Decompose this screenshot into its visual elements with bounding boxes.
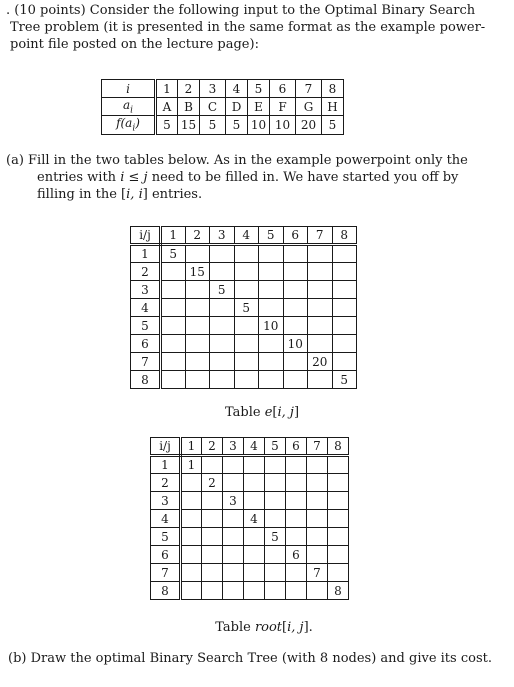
input-cell-i-1: 1 (156, 80, 178, 98)
table_root-row-header: 5 (151, 528, 181, 546)
input-cell-a-8: H (322, 98, 344, 116)
input-cell-a-4: D (226, 98, 248, 116)
table_e-diagonal-cell[interactable]: 20 (308, 353, 333, 371)
table_e-empty-cell[interactable] (259, 353, 284, 371)
table_e-header-row (131, 227, 357, 245)
problem-intro (6, 2, 506, 53)
table_root-empty-cell[interactable] (328, 510, 349, 528)
table_e-empty-cell[interactable] (308, 245, 333, 263)
table_root-empty-cell[interactable] (244, 456, 265, 474)
table_root-empty-cell[interactable] (286, 456, 307, 474)
input-row-a (102, 98, 344, 116)
table_e-empty-cell[interactable] (308, 317, 333, 335)
table_e-empty-cell[interactable] (161, 281, 186, 299)
input-cell-a-7: G (296, 98, 322, 116)
table_e-empty-cell[interactable] (161, 317, 186, 335)
input-cell-i-5: 5 (248, 80, 270, 98)
table_root-empty-cell[interactable] (328, 546, 349, 564)
table_root-diagonal-cell[interactable]: 7 (307, 564, 328, 582)
table_e-row (131, 281, 357, 299)
table_root-diagonal-cell[interactable]: 2 (202, 474, 223, 492)
table_root-row (151, 456, 349, 474)
table-root (150, 437, 349, 600)
table_root-header-row (151, 438, 349, 456)
table_e-col-header: 2 (185, 227, 210, 245)
table_e-empty-cell[interactable] (210, 263, 235, 281)
table_e-row-header: 2 (131, 263, 161, 281)
input-cell-f-6: 10 (270, 116, 296, 134)
input-cell-i-4: 4 (226, 80, 248, 98)
table_root-empty-cell[interactable] (202, 582, 223, 600)
table_e-diagonal-cell[interactable]: 5 (210, 281, 235, 299)
table_e-diagonal-cell[interactable]: 15 (185, 263, 210, 281)
table_root-empty-cell[interactable] (181, 510, 202, 528)
table_root-empty-cell[interactable] (223, 582, 244, 600)
table_e-empty-cell[interactable] (234, 371, 259, 389)
table_e-empty-cell[interactable] (210, 245, 235, 263)
input-cell-i-6: 6 (270, 80, 296, 98)
table_e-row-header: 5 (131, 317, 161, 335)
table_e-empty-cell[interactable] (308, 335, 333, 353)
table_root-empty-cell[interactable] (265, 474, 286, 492)
table_root-diagonal-cell[interactable]: 1 (181, 456, 202, 474)
table_e-empty-cell[interactable] (308, 371, 333, 389)
table_e-empty-cell[interactable] (234, 335, 259, 353)
table_e-col-header: 1 (161, 227, 186, 245)
input-cell-f-8: 5 (322, 116, 344, 134)
part-a-line-1: (a) Fill in the two tables below. As in the example powerpoint only the (6, 153, 468, 168)
table_root-empty-cell[interactable] (307, 492, 328, 510)
table_e-empty-cell[interactable] (332, 281, 357, 299)
table_root-row (151, 546, 349, 564)
table_root-empty-cell[interactable] (265, 456, 286, 474)
table-e (130, 226, 357, 389)
table_root-row-header: 2 (151, 474, 181, 492)
table_root-empty-cell[interactable] (307, 510, 328, 528)
table_e-empty-cell[interactable] (332, 299, 357, 317)
table_root-row (151, 582, 349, 600)
table_e-row-header: 7 (131, 353, 161, 371)
table_root-empty-cell[interactable] (307, 582, 328, 600)
table_e-empty-cell[interactable] (210, 335, 235, 353)
table_e-empty-cell[interactable] (210, 317, 235, 335)
table_e-empty-cell[interactable] (283, 371, 308, 389)
table_e-row-header: 6 (131, 335, 161, 353)
table_root-row-header: 4 (151, 510, 181, 528)
table_e-corner: i/j (131, 227, 161, 245)
table_root-corner: i/j (151, 438, 181, 456)
table_e-empty-cell[interactable] (259, 263, 284, 281)
table_root-col-header: 2 (202, 438, 223, 456)
table_e-diagonal-cell[interactable]: 5 (234, 299, 259, 317)
table_root-empty-cell[interactable] (181, 582, 202, 600)
table_root-empty-cell[interactable] (328, 474, 349, 492)
table_e-row (131, 299, 357, 317)
table_e-row (131, 317, 357, 335)
table_root-empty-cell[interactable] (181, 546, 202, 564)
table_e-empty-cell[interactable] (259, 371, 284, 389)
table_e-empty-cell[interactable] (161, 353, 186, 371)
table_e-diagonal-cell[interactable]: 5 (161, 245, 186, 263)
table_root-row-header: 6 (151, 546, 181, 564)
table_e-empty-cell[interactable] (283, 263, 308, 281)
intro-line-3: point file posted on the lecture page): (10, 37, 259, 52)
table_root-empty-cell[interactable] (265, 510, 286, 528)
table_root-row (151, 564, 349, 582)
table_e-col-header: 7 (308, 227, 333, 245)
table_e-empty-cell[interactable] (234, 281, 259, 299)
table_e-diagonal-cell[interactable]: 10 (259, 317, 284, 335)
table-e-caption: Table e[i, j] (224, 405, 300, 420)
table_root-row-header: 1 (151, 456, 181, 474)
table_root-diagonal-cell[interactable]: 6 (286, 546, 307, 564)
table_e-empty-cell[interactable] (185, 281, 210, 299)
table_e-empty-cell[interactable] (332, 335, 357, 353)
input-cell-i-3: 3 (200, 80, 226, 98)
table_e-empty-cell[interactable] (185, 371, 210, 389)
intro-line-1: . (10 points) Consider the following input to the Optimal Binary Search (6, 3, 476, 18)
table_e-empty-cell[interactable] (283, 299, 308, 317)
table_e-empty-cell[interactable] (332, 317, 357, 335)
table_root-empty-cell[interactable] (307, 474, 328, 492)
table_root-empty-cell[interactable] (202, 456, 223, 474)
table_e-empty-cell[interactable] (185, 353, 210, 371)
table_e-empty-cell[interactable] (234, 317, 259, 335)
input-cell-i-2: 2 (178, 80, 200, 98)
input-cell-f-4: 5 (226, 116, 248, 134)
table_root-row-header: 3 (151, 492, 181, 510)
table_root-empty-cell[interactable] (286, 492, 307, 510)
table_root-diagonal-cell[interactable]: 5 (265, 528, 286, 546)
table_root-diagonal-cell[interactable]: 3 (223, 492, 244, 510)
table_e-empty-cell[interactable] (185, 335, 210, 353)
input-cell-i-8: 8 (322, 80, 344, 98)
table_e-diagonal-cell[interactable]: 5 (332, 371, 357, 389)
table_root-empty-cell[interactable] (181, 564, 202, 582)
table_e-empty-cell[interactable] (308, 299, 333, 317)
table_e-empty-cell[interactable] (161, 335, 186, 353)
table_e-col-header: 4 (234, 227, 259, 245)
table_root-empty-cell[interactable] (223, 510, 244, 528)
table_root-empty-cell[interactable] (223, 546, 244, 564)
table_e-row (131, 335, 357, 353)
table_root-col-header: 7 (307, 438, 328, 456)
table_e-row (131, 245, 357, 263)
table_e-empty-cell[interactable] (332, 245, 357, 263)
input-cell-a-2: B (178, 98, 200, 116)
table_e-row-header: 8 (131, 371, 161, 389)
table_e-empty-cell[interactable] (210, 353, 235, 371)
row-label-f: $f(a_i)$ (102, 116, 156, 134)
table_e-empty-cell[interactable] (185, 245, 210, 263)
table_root-diagonal-cell[interactable]: 4 (244, 510, 265, 528)
table_root-row-header: 8 (151, 582, 181, 600)
table_e-empty-cell[interactable] (234, 263, 259, 281)
table_root-empty-cell[interactable] (181, 474, 202, 492)
table_root-col-header: 8 (328, 438, 349, 456)
input-cell-f-1: 5 (156, 116, 178, 134)
input-row-i (102, 80, 344, 98)
table_root-empty-cell[interactable] (265, 582, 286, 600)
table_root-row (151, 510, 349, 528)
input-cell-a-1: A (156, 98, 178, 116)
table_root-empty-cell[interactable] (223, 456, 244, 474)
table_root-empty-cell[interactable] (244, 564, 265, 582)
table_root-empty-cell[interactable] (223, 474, 244, 492)
table_e-col-header: 6 (283, 227, 308, 245)
table_e-empty-cell[interactable] (259, 299, 284, 317)
table_root-col-header: 5 (265, 438, 286, 456)
table_e-empty-cell[interactable] (259, 281, 284, 299)
part-a-line-2: entries with i ≤ j need to be filled in. We have started you off by (37, 170, 459, 185)
part-a-line-3: filling in the [i, i] entries. (37, 187, 203, 202)
table_e-empty-cell[interactable] (161, 299, 186, 317)
table_root-empty-cell[interactable] (265, 564, 286, 582)
input-table (101, 79, 344, 135)
table_root-row-header: 7 (151, 564, 181, 582)
table_root-empty-cell[interactable] (244, 546, 265, 564)
table_e-empty-cell[interactable] (283, 281, 308, 299)
table_e-empty-cell[interactable] (259, 335, 284, 353)
table_root-empty-cell[interactable] (265, 546, 286, 564)
intro-line-2: Tree problem (it is presented in the same format as the example power- (10, 20, 486, 35)
table_root-row (151, 528, 349, 546)
table_e-diagonal-cell[interactable]: 10 (283, 335, 308, 353)
table_root-row (151, 474, 349, 492)
table_e-empty-cell[interactable] (185, 317, 210, 335)
input-cell-a-3: C (200, 98, 226, 116)
table_root-empty-cell[interactable] (202, 492, 223, 510)
table-root-caption: Table root[i, j]. (215, 620, 313, 635)
table_root-empty-cell[interactable] (286, 510, 307, 528)
table_e-empty-cell[interactable] (283, 317, 308, 335)
table_root-diagonal-cell[interactable]: 8 (328, 582, 349, 600)
table_root-empty-cell[interactable] (181, 492, 202, 510)
table_root-empty-cell[interactable] (286, 564, 307, 582)
table_root-empty-cell[interactable] (244, 528, 265, 546)
input-row-f (102, 116, 344, 134)
table_root-empty-cell[interactable] (223, 564, 244, 582)
table_e-col-header: 3 (210, 227, 235, 245)
part-a-text (6, 152, 506, 203)
table_e-col-header: 5 (259, 227, 284, 245)
table_e-row-header: 4 (131, 299, 161, 317)
table_root-empty-cell[interactable] (328, 456, 349, 474)
table_root-empty-cell[interactable] (328, 492, 349, 510)
table_e-row (131, 263, 357, 281)
input-cell-f-3: 5 (200, 116, 226, 134)
table_e-empty-cell[interactable] (234, 245, 259, 263)
table_e-empty-cell[interactable] (185, 299, 210, 317)
table_e-empty-cell[interactable] (161, 263, 186, 281)
table_e-empty-cell[interactable] (308, 281, 333, 299)
input-cell-i-7: 7 (296, 80, 322, 98)
table_e-empty-cell[interactable] (283, 245, 308, 263)
table_root-empty-cell[interactable] (286, 582, 307, 600)
table_root-empty-cell[interactable] (202, 528, 223, 546)
table_root-empty-cell[interactable] (286, 474, 307, 492)
table_root-empty-cell[interactable] (202, 564, 223, 582)
table_root-empty-cell[interactable] (244, 492, 265, 510)
row-label-a: $a_i$ (102, 98, 156, 116)
table_root-empty-cell[interactable] (202, 546, 223, 564)
table_root-empty-cell[interactable] (307, 546, 328, 564)
table_e-empty-cell[interactable] (332, 263, 357, 281)
table_root-empty-cell[interactable] (307, 456, 328, 474)
table_root-empty-cell[interactable] (181, 528, 202, 546)
table_root-empty-cell[interactable] (328, 564, 349, 582)
table_e-row (131, 371, 357, 389)
input-cell-f-5: 10 (248, 116, 270, 134)
table_root-empty-cell[interactable] (223, 528, 244, 546)
table_root-col-header: 3 (223, 438, 244, 456)
table_root-empty-cell[interactable] (265, 492, 286, 510)
table_e-empty-cell[interactable] (210, 371, 235, 389)
table_root-empty-cell[interactable] (328, 528, 349, 546)
table_e-col-header: 8 (332, 227, 357, 245)
input-cell-a-6: F (270, 98, 296, 116)
part-b-text: (b) Draw the optimal Binary Search Tree (with 8 nodes) and give its cost. (8, 651, 492, 666)
table_e-empty-cell[interactable] (332, 353, 357, 371)
table_e-row-header: 1 (131, 245, 161, 263)
table_root-col-header: 1 (181, 438, 202, 456)
table_root-empty-cell[interactable] (202, 510, 223, 528)
table_root-empty-cell[interactable] (307, 528, 328, 546)
input-cell-f-7: 20 (296, 116, 322, 134)
input-cell-f-2: 15 (178, 116, 200, 134)
table_e-empty-cell[interactable] (259, 245, 284, 263)
table_e-row-header: 3 (131, 281, 161, 299)
table_e-empty-cell[interactable] (283, 353, 308, 371)
table_e-empty-cell[interactable] (210, 299, 235, 317)
table_e-row (131, 353, 357, 371)
input-cell-a-5: E (248, 98, 270, 116)
table_root-col-header: 4 (244, 438, 265, 456)
table_e-empty-cell[interactable] (234, 353, 259, 371)
table_root-row (151, 492, 349, 510)
table_e-empty-cell[interactable] (308, 263, 333, 281)
table_e-empty-cell[interactable] (161, 371, 186, 389)
table_root-col-header: 6 (286, 438, 307, 456)
row-label-i: i (102, 80, 156, 98)
table_root-empty-cell[interactable] (244, 474, 265, 492)
table_root-empty-cell[interactable] (244, 582, 265, 600)
table_root-empty-cell[interactable] (286, 528, 307, 546)
